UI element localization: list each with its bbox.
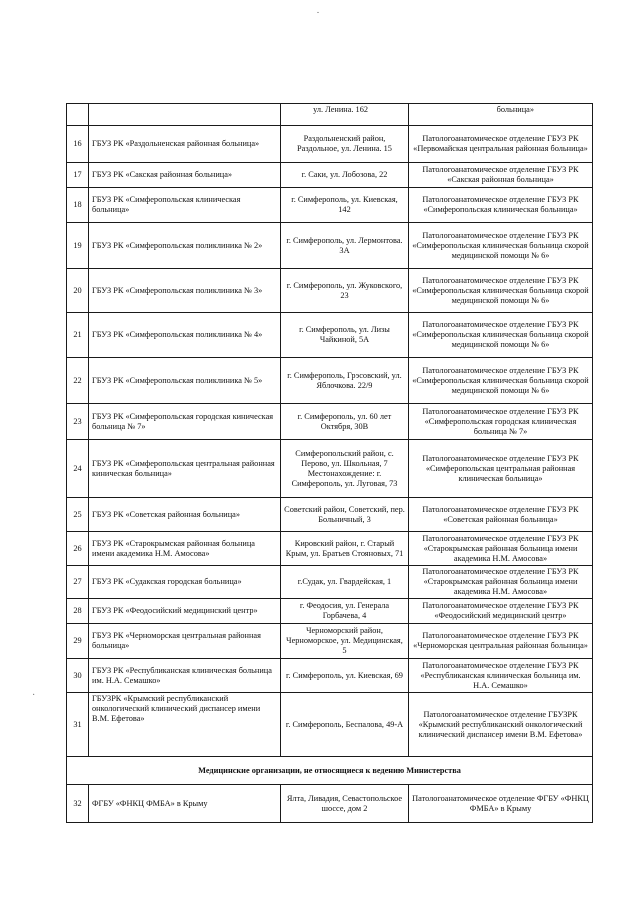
organization-address: г. Саки, ул. Лобозова, 22 (281, 163, 409, 188)
pathology-department: Патологоанатомическое отделение ГБУЗ РК «Первомайская центральная районная больница» (409, 126, 593, 163)
pathology-department: Патологоанатомическое отделение ГБУЗ РК «Республиканская клиническая больница им. Н.А. Семашко» (409, 659, 593, 693)
pathology-department: Патологоанатомическое отделение ГБУЗРК «Крымский республиканский онкологический клинический диспансер имени В.М. Ефетова» (409, 693, 593, 757)
table-row (67, 313, 593, 358)
organization-address: г. Симферополь, ул. Киевская, 142 (281, 188, 409, 223)
table-row (67, 693, 593, 757)
organization-name: ГБУЗ РК «Симферопольская поликлиника № 5» (89, 358, 281, 404)
organization-name: ГБУЗ РК «Симферопольская городская киническая больница № 7» (89, 404, 281, 440)
table-row (67, 223, 593, 269)
row-number: 19 (67, 223, 89, 269)
row-number: 32 (67, 785, 89, 823)
row-number: 24 (67, 440, 89, 498)
row-number: 21 (67, 313, 89, 358)
organization-address: г. Симферополь, ул. Киевская, 69 (281, 659, 409, 693)
pathology-department: Патологоанатомическое отделение ГБУЗ РК «Симферопольская клиническая больница» (409, 188, 593, 223)
section-row (67, 757, 593, 785)
table-row (67, 785, 593, 823)
organization-name: ГБУЗ РК «Судакская городская больница» (89, 566, 281, 599)
organization-address: Черноморский район, Черноморское, ул. Медицинская, 5 (281, 624, 409, 659)
table-row (67, 104, 593, 126)
row-number: 27 (67, 566, 89, 599)
organization-name: ГБУЗ РК «Симферопольская поликлиника № 3» (89, 269, 281, 313)
organization-name: ГБУЗ РК «Сакская районная больница» (89, 163, 281, 188)
pathology-department: Патологоанатомическое отделение ГБУЗ РК «Советская районная больница» (409, 498, 593, 532)
pathology-department: Патологоанатомическое отделение ГБУЗ РК «Симферопольская центральная районная клиническая больница» (409, 440, 593, 498)
pathology-department: Патологоанатомическое отделение ГБУЗ РК «Симферопольская клиническая больница скорой медицинской помощи № 6» (409, 313, 593, 358)
pathology-department: Патологоанатомическое отделение ГБУЗ РК «Симферопольская клиническая больница скорой медицинской помощи № 6» (409, 223, 593, 269)
organization-address: г. Симферополь, Грэсовский, ул. Яблочкова. 22/9 (281, 358, 409, 404)
organization-name: ГБУЗ РК «Советская районная больница» (89, 498, 281, 532)
table-row (67, 404, 593, 440)
organization-address: Советский район, Советский, пер. Больничный, 3 (281, 498, 409, 532)
row-number: 22 (67, 358, 89, 404)
pathology-department: больница» (409, 104, 593, 126)
pathology-department: Патологоанатомическое отделение ГБУЗ РК «Старокрымская районная больница имени академика Н.М. Амосова» (409, 532, 593, 566)
table-row (67, 440, 593, 498)
table-row (67, 566, 593, 599)
organization-name: ГБУЗ РК «Старокрымская районная больница имени академика Н.М. Амосова» (89, 532, 281, 566)
section-heading: Медицинские организации, не относящиеся к ведению Министерства (67, 757, 593, 785)
organization-name: ГБУЗ РК «Черноморская центральная районная больница» (89, 624, 281, 659)
row-number: 29 (67, 624, 89, 659)
table-row (67, 188, 593, 223)
organization-address: Кировский район, г. Старый Крым, ул. Братьев Стояновых, 71 (281, 532, 409, 566)
organizations-table (66, 103, 593, 823)
row-number: 17 (67, 163, 89, 188)
table-row (67, 498, 593, 532)
organization-address: ул. Ленина. 162 (281, 104, 409, 126)
table-row (67, 624, 593, 659)
pathology-department: Патологоанатомическое отделение ГБУЗ РК «Сакская районная больница» (409, 163, 593, 188)
table-row (67, 269, 593, 313)
organization-address: г. Симферополь, ул. Лизы Чайкиной, 5А (281, 313, 409, 358)
organization-name: ФГБУ «ФНКЦ ФМБА» в Крыму (89, 785, 281, 823)
row-number: 26 (67, 532, 89, 566)
row-number: 31 (67, 693, 89, 757)
organization-address: г. Симферополь, ул. Жуковского, 23 (281, 269, 409, 313)
organization-name: ГБУЗ РК «Симферопольская поликлиника № 2» (89, 223, 281, 269)
pathology-department: Патологоанатомическое отделение ГБУЗ РК «Симферопольская клиническая больница скорой медицинской помощи № 6» (409, 358, 593, 404)
organization-address: Симферопольский район, с. Перово, ул. Школьная, 7 Местонахождение: г. Симферополь, ул. Луговая, 73 (281, 440, 409, 498)
table-row (67, 599, 593, 624)
pathology-department: Патологоанатомическое отделение ФГБУ «ФНКЦ ФМБА» в Крыму (409, 785, 593, 823)
row-number: 28 (67, 599, 89, 624)
table-row (67, 126, 593, 163)
organization-name: ГБУЗРК «Крымский республиканский онкологический клинический диспансер имени В.М. Ефетова» (89, 693, 281, 757)
pathology-department: Патологоанатомическое отделение ГБУЗ РК «Феодосийский медицинский центр» (409, 599, 593, 624)
organization-name: ГБУЗ РК «Республиканская клиническая больница им. Н.А. Семашко» (89, 659, 281, 693)
organization-name: ГБУЗ РК «Раздольненская районная больница» (89, 126, 281, 163)
row-number: 16 (67, 126, 89, 163)
row-number: 30 (67, 659, 89, 693)
organization-name: ГБУЗ РК «Симферопольская центральная районная киническая больница» (89, 440, 281, 498)
table-row (67, 163, 593, 188)
pathology-department: Патологоанатомическое отделение ГБУЗ РК «Симферопольская клиническая больница скорой медицинской помощи № 6» (409, 269, 593, 313)
row-number: 25 (67, 498, 89, 532)
table-row (67, 659, 593, 693)
organization-address: г. Феодосия, ул. Генерала Горбачева, 4 (281, 599, 409, 624)
table-row (67, 532, 593, 566)
pathology-department: Патологоанатомическое отделение ГБУЗ РК «Старокрымская районная больница имени академика Н.М. Амосова» (409, 566, 593, 599)
row-number (67, 104, 89, 126)
organization-address: Ялта, Ливадия, Севастопольское шоссе, дом 2 (281, 785, 409, 823)
organization-name: ГБУЗ РК «Симферопольская поликлиника № 4» (89, 313, 281, 358)
organization-name (89, 104, 281, 126)
table-row (67, 358, 593, 404)
pathology-department: Патологоанатомическое отделение ГБУЗ РК «Симферопольская городская клиническая больница № 7» (409, 404, 593, 440)
organization-address: г. Симферополь, ул. Лермонтова. 3А (281, 223, 409, 269)
scan-artifact: · (32, 690, 36, 701)
row-number: 18 (67, 188, 89, 223)
organization-address: Раздольненский район, Раздольное, ул. Ленина. 15 (281, 126, 409, 163)
pathology-department: Патологоанатомическое отделение ГБУЗ РК «Черноморская центральная районная больница» (409, 624, 593, 659)
organization-address: г.Судак, ул. Гвардейская, 1 (281, 566, 409, 599)
row-number: 20 (67, 269, 89, 313)
organization-address: г. Симферополь, ул. 60 лет Октября, 30В (281, 404, 409, 440)
row-number: 23 (67, 404, 89, 440)
page-mark: . (316, 5, 320, 15)
organization-name: ГБУЗ РК «Феодосийский медицинский центр» (89, 599, 281, 624)
organization-name: ГБУЗ РК «Симферопольская клиническая больница» (89, 188, 281, 223)
organization-address: г. Симферополь, Беспалова, 49-А (281, 693, 409, 757)
